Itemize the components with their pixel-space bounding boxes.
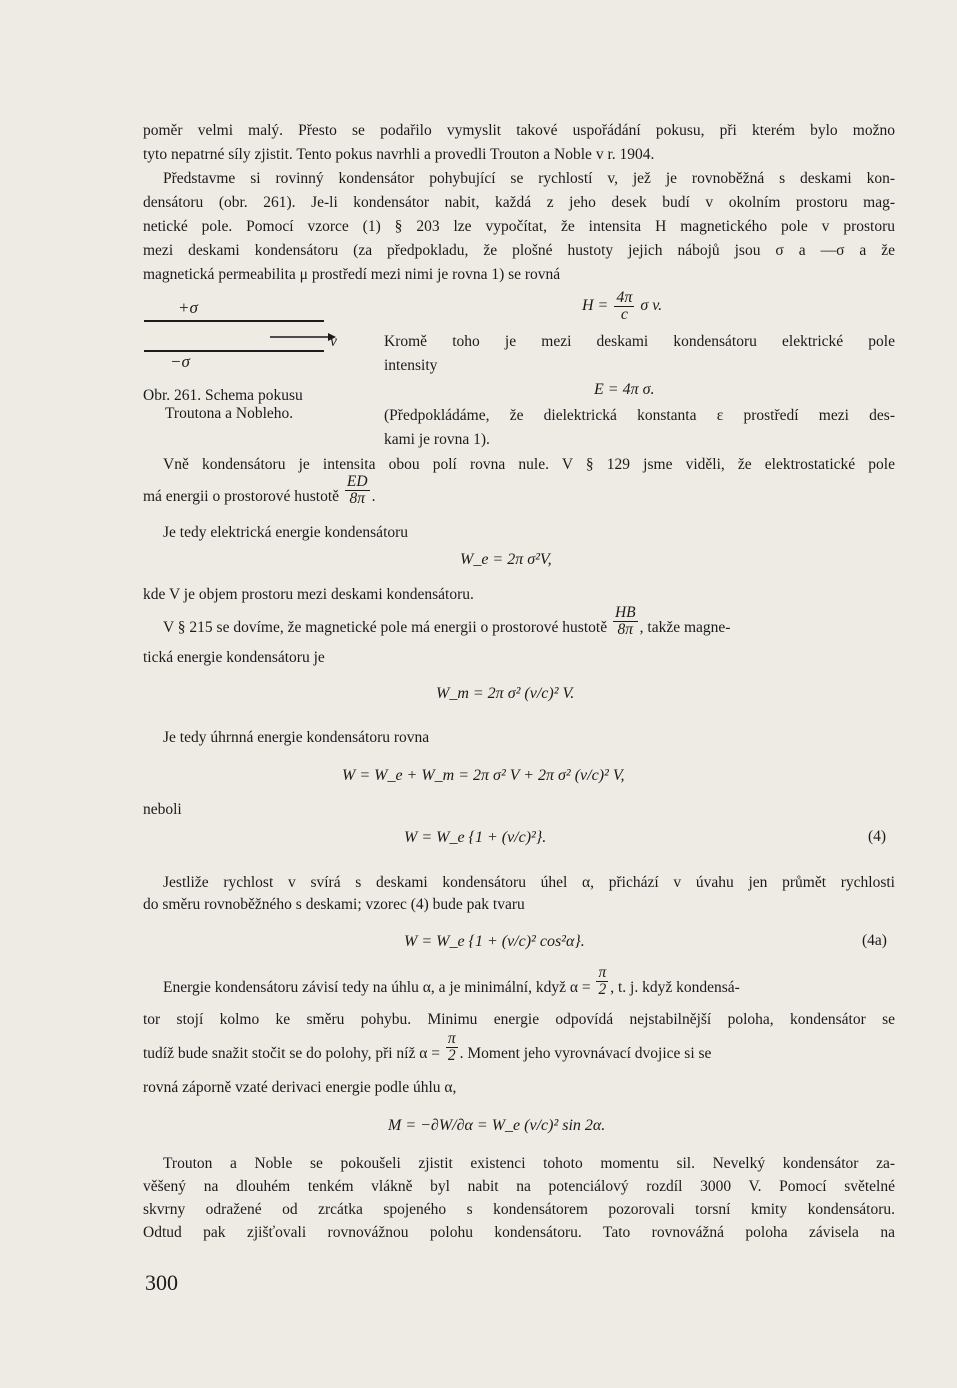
text-line: Kromě toho je mezi deskami kondensátoru elektrické pole	[384, 333, 895, 350]
text-line: do směru rovnoběžného s deskami; vzorec (4) bude pak tvaru	[143, 896, 525, 913]
equation-W2: W = W_e {1 + (v/c)²}.	[404, 829, 547, 846]
text-line: rovná záporně vzaté derivaci energie podle úhlu α,	[143, 1079, 457, 1096]
text-line: tická energie kondensátoru je	[143, 649, 325, 666]
velocity-label: v	[330, 333, 337, 350]
text-line: tor stojí kolmo ke směru pohybu. Minimu energie odpovídá nejstabilnější poloha, kondensátor se	[143, 1011, 895, 1028]
text-line: poměr velmi malý. Přesto se podařilo vymyslit takové uspořádání pokusu, při kterém bylo možno	[143, 122, 895, 139]
text-line: Trouton a Noble se pokoušeli zjistit existenci tohoto momentu sil. Nevelký kondensátor za-	[163, 1155, 895, 1172]
text-line: Je tedy úhrnná energie kondensátoru rovna	[163, 729, 430, 746]
text-line: kde V je objem prostoru mezi deskami kondensátoru.	[143, 586, 474, 603]
fraction-pi-2: $\frac{\pi}{2}$	[447, 1029, 456, 1064]
text-line: V § 215 se dovíme, že magnetické pole má energii o prostorové hustotě $\frac{HB}{8\pi}$ , takže magne-	[163, 603, 731, 638]
fraction-pi-2: $\frac{\pi}{2}$	[598, 963, 607, 998]
text-line: kami je rovna 1).	[384, 431, 490, 448]
eq-H-rhs: σ v.	[640, 297, 663, 315]
text-line: Energie kondensátoru závisí tedy na úhlu α, a je minimální, když α = $\frac{\pi}{2}$ , t. j. když kondensá-	[163, 963, 740, 998]
plus-sigma-label: +σ	[178, 298, 198, 317]
fraction-ED: $\frac{ED}{8\pi}$	[346, 472, 368, 507]
text-line: intensity	[384, 357, 438, 374]
equation-W1: W = W_e + W_m = 2π σ² V + 2π σ² (v/c)² V,	[342, 767, 625, 784]
equation-tag: (4)	[868, 828, 887, 845]
fraction-HB: $\frac{HB}{8\pi}$	[614, 603, 636, 638]
equation-Wm: W_m = 2π σ² (v/c)² V.	[436, 685, 575, 702]
figure-caption-line2: Troutona a Nobleho.	[165, 405, 294, 422]
text-line: Představme si rovinný kondensátor pohybující se rychlostí v, jež je rovnoběžná s deskami kon-	[163, 170, 895, 187]
text-line: tudíž bude snažit stočit se do polohy, při níž α = $\frac{\pi}{2}$ . Moment jeho vyrovnávací dvojice si se	[143, 1029, 712, 1064]
minus-sigma-label: −σ	[170, 352, 190, 371]
equation-M: M = −∂W/∂α = W_e (v/c)² sin 2α.	[388, 1117, 606, 1134]
text-line: (Předpokládáme, že dielektrická konstanta ε prostředí mezi des-	[384, 407, 895, 424]
text-line: mezi deskami kondensátoru (za předpokladu, že plošné hustoty jejich nábojů jsou σ a —σ a že	[143, 242, 895, 259]
equation-We: W_e = 2π σ²V,	[460, 551, 552, 568]
equation-H	[582, 290, 662, 323]
text-line: věšený na dlouhém tenkém vlákně byl nabit na potenciálový rozdíl 3000 V. Pomocí světelné	[143, 1178, 895, 1195]
text-line: tyto nepatrné síly zjistit. Tento pokus navrhli a provedli Trouton a Noble v r. 1904.	[143, 146, 655, 163]
equation-E: E = 4π σ.	[594, 381, 655, 398]
text-line: má energii o prostorové hustotě $\frac{ED}{8\pi}$ .	[143, 472, 376, 507]
text-line: Je tedy elektrická energie kondensátoru	[163, 524, 409, 541]
velocity-arrow-icon	[270, 330, 336, 344]
figure-caption-line1: Obr. 261. Schema pokusu	[143, 387, 303, 404]
equation-tag: (4a)	[862, 932, 887, 949]
equation-W3: W = W_e {1 + (v/c)² cos²α}.	[404, 933, 585, 950]
text-line: densátoru (obr. 261). Je-li kondensátor nabit, každá z jeho desek budí v okolním prostoru mag-	[143, 194, 895, 211]
text-line: netické pole. Pomocí vzorce (1) § 203 lze vypočítat, že intensita H magnetického pole v prostoru	[143, 218, 895, 235]
fraction: $\frac{4\pi}{c}$	[616, 289, 633, 323]
text-line: Odtud pak zjišťovali rovnovážnou polohu kondensátoru. Tato rovnovážná poloha závisela na	[143, 1224, 895, 1241]
page-number: 300	[145, 1270, 178, 1295]
eq-H-lhs: H =	[582, 297, 609, 315]
top-plate	[144, 320, 324, 322]
text-line: neboli	[143, 801, 182, 818]
text-line: Jestliže rychlost v svírá s deskami kondensátoru úhel α, přichází v úvahu jen průmět rychlosti	[163, 874, 895, 891]
text-line: magnetická permeabilita μ prostředí mezi nimi je rovna 1) se rovná	[143, 266, 561, 283]
text-line: Vně kondensátoru je intensita obou polí rovna nule. V § 129 jsme viděli, že elektrostatické pole	[163, 456, 895, 473]
text-line: skvrny odražené od zrcátka spojeného s kondensátorem pozorovali torsní kmity kondensátoru.	[143, 1201, 895, 1218]
